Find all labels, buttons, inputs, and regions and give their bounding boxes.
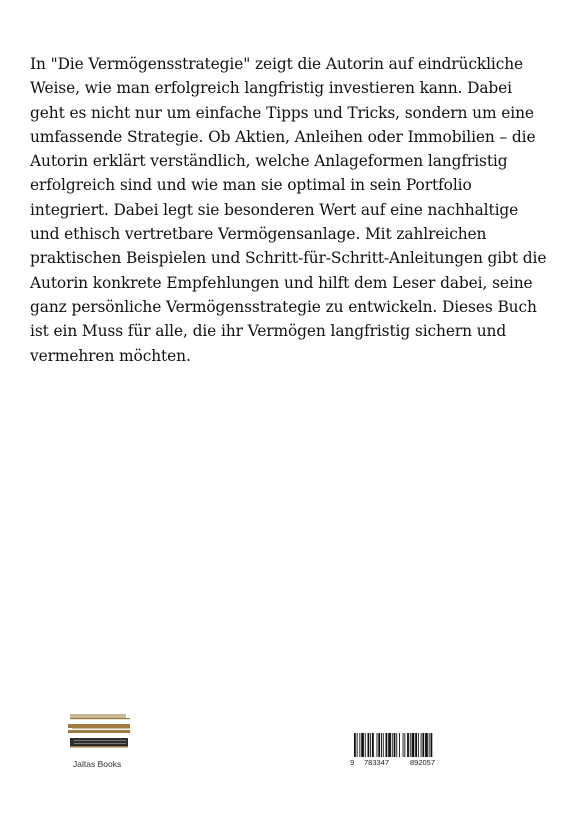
barcode-bar — [370, 733, 371, 757]
barcode-bar — [386, 733, 388, 757]
barcode-bar — [429, 733, 430, 757]
barcode-bars — [348, 733, 450, 759]
barcode-bar — [418, 733, 419, 757]
barcode-bar — [410, 733, 411, 757]
barcode-bar — [412, 733, 415, 757]
publisher-name: Jaltas Books — [73, 759, 122, 769]
publisher-logo — [64, 708, 138, 772]
stacked-books-icon — [64, 708, 138, 756]
barcode-bar — [378, 733, 380, 757]
barcode-right-digits: 892057 — [410, 758, 436, 767]
barcode-bar — [368, 733, 370, 757]
barcode-bar — [425, 733, 428, 757]
barcode-bar — [431, 733, 433, 757]
barcode-bar — [383, 733, 384, 757]
barcode-bar — [361, 733, 364, 757]
barcode-bar — [403, 733, 404, 757]
barcode-bar — [365, 733, 366, 757]
barcode-bar — [415, 733, 417, 757]
barcode-bar — [357, 733, 358, 757]
barcode-bar — [421, 733, 422, 757]
barcode-first-digit: 9 — [350, 758, 355, 767]
barcode-bar — [377, 733, 378, 757]
barcode-bar — [372, 733, 374, 757]
barcode-bar — [381, 733, 382, 757]
barcode-bar — [422, 733, 424, 757]
barcode-bar — [399, 733, 400, 757]
barcode-bar — [404, 733, 405, 757]
barcode-bar — [396, 733, 397, 757]
barcode-bar — [388, 733, 391, 757]
barcode-bar — [354, 733, 356, 757]
barcode-left-digits: 783347 — [364, 758, 390, 767]
barcode-bar — [394, 733, 396, 757]
barcode-digits — [348, 758, 450, 770]
barcode-bar — [359, 733, 360, 757]
barcode-bar — [392, 733, 393, 757]
isbn-barcode — [348, 733, 450, 773]
book-description: In "Die Vermögensstrategie" zeigt die Autorin auf eindrückliche Weise, wie man erfolgreich langfristig investieren kann. Dabei geht es nicht nur um einfache Tipps und Tricks, sondern um eine umfassende Strategie. Ob Aktien, Anleihen oder Immobilien – die Autorin erklärt verständlich, welche Anlageformen langfristig erfolgreich sind und wie man sie optimal in sein Portfolio integriert. Dabei legt sie besonderen Wert auf eine nachhaltige und ethisch vertretbare Vermögensanlage. Mit zahlreichen praktischen Beispielen und Schritt-für-Schritt-Anleitungen gibt die Autorin konkrete Empfehlungen und hilft dem Leser dabei, seine ganz persönliche Vermögensstrategie zu entwickeln. Dieses Buch ist ein Muss für alle, die ihr Vermögen langfristig sichern und vermehren möchten. — [30, 55, 547, 365]
barcode-bar — [407, 733, 409, 757]
